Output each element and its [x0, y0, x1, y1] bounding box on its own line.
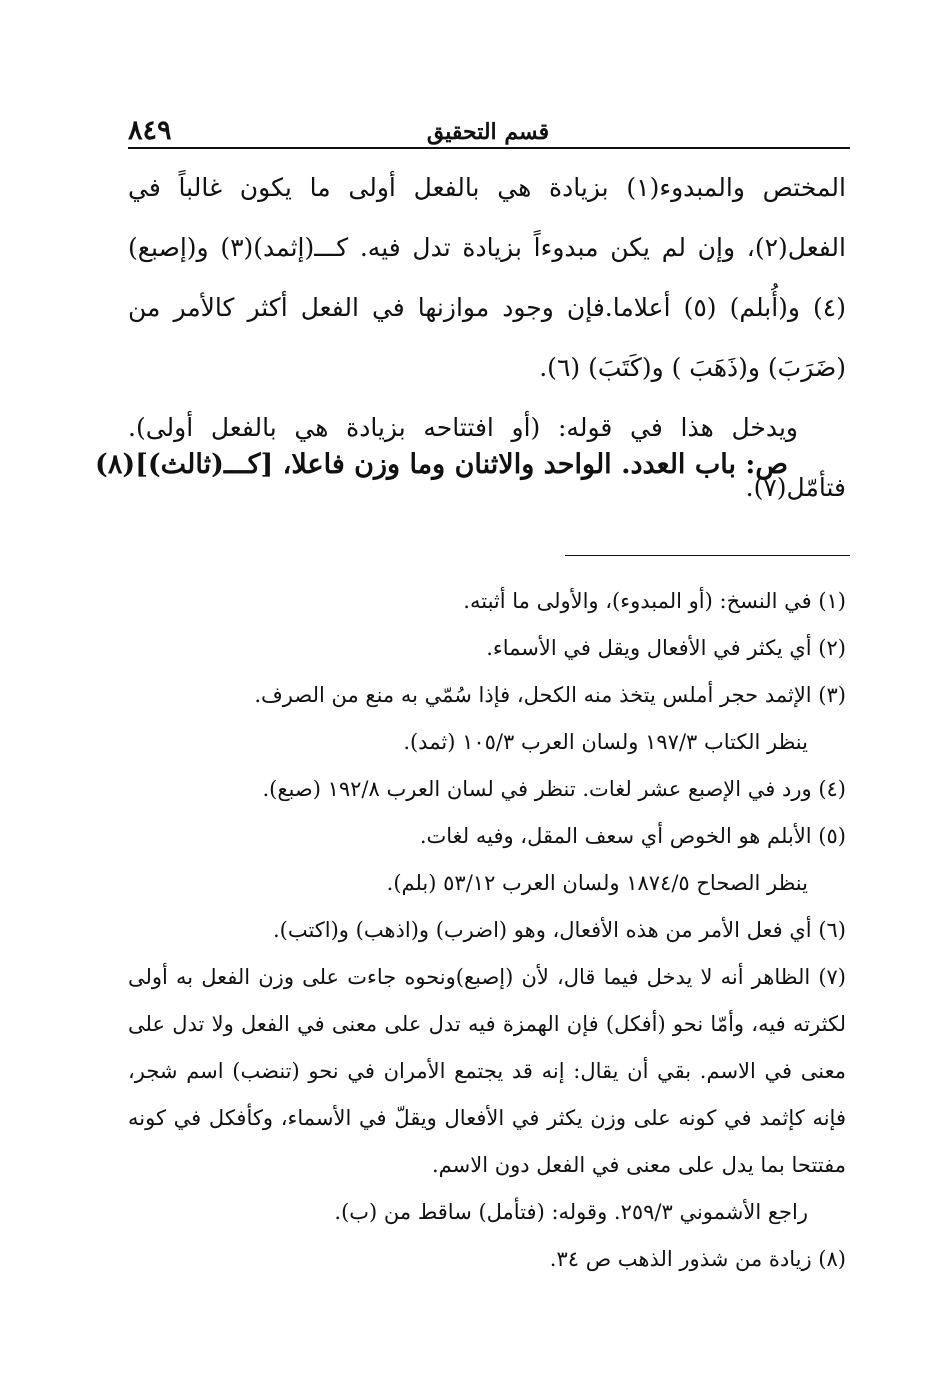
footnotes	[128, 578, 846, 1283]
footnote-divider	[565, 555, 850, 556]
footnote-item: (١) في النسخ: (أو المبدوء)، والأولى ما أثبته.	[463, 589, 846, 613]
header-divider	[128, 147, 850, 149]
footnote-item: (٧) الظاهر أنه لا يدخل فيما قال، لأن (إصبع)ونحوه جاءت على وزن الفعل به أولى لكثرته فيه، وأمّا نحو (أفكل) فإن الهمزة فيه تدل على معنى في الفعل ولا تدل على معنى في الاسم. بقي أن يقال: إنه قد يجتمع الأمران في نحو (تنضب) اسم شجر، فإنه كإثمد في كونه على وزن يكثر في الأفعال ويقلّ في الأسماء، وكأفكل في كونه مفتتحا بما يدل على معنى في الفعل دون الاسم.	[128, 965, 846, 1177]
page-header	[128, 112, 848, 152]
footnote-item: (٦) أي فعل الأمر من هذه الأفعال، وهو (اضرب) و(اذهب) و(اكتب).	[272, 918, 846, 942]
body-paragraph: ويدخل هذا في قوله: (أو افتتاحه بزيادة هي بالفعل أولى). فتأمّل(٧).	[128, 413, 846, 502]
footnote-item: (٨) زيادة من شذور الذهب ص ٣٤.	[549, 1247, 846, 1271]
body-paragraph: المختص والمبدوء(١) بزيادة هي بالفعل أولى ما يكون غالباً في الفعل(٢)، وإن لم يكن مبدوءاً بزيادة تدل فيه. كـــ(إثمد)(٣) و(إصبع) (٤) و(أُبلم) (٥) أعلاما.فإن وجود موازنها في الفعل أكثر كالأمر من (ضَرَبَ) و(ذَهَبَ ) و(كَتَبَ) (٦).	[128, 173, 846, 382]
footnote-item: (٤) ورد في الإصبع عشر لغات. تنظر في لسان العرب ١٩٢/٨ (صبع).	[262, 777, 846, 801]
page-number: ٨٤٩	[128, 115, 172, 146]
section-heading: ص: باب العدد. الواحد والاثنان وما وزن فاعلا، [كـــ(ثالث)](٨)	[95, 449, 788, 480]
footnote-reference: راجع الأشموني ٢٥٩/٣. وقوله: (فتأمل) ساقط من (ب).	[334, 1200, 808, 1224]
footnote-item: (٥) الأبلم هو الخوص أي سعف المقل، وفيه لغات.	[419, 824, 846, 848]
footnote-item: (٣) الإثمد حجر أملس يتخذ منه الكحل، فإذا سُمّي به منع من الصرف.	[254, 683, 846, 707]
footnote-item: (٢) أي يكثر في الأفعال ويقل في الأسماء.	[486, 636, 846, 660]
footnote-reference: ينظر الكتاب ١٩٧/٣ ولسان العرب ١٠٥/٣ (ثمد).	[403, 730, 808, 754]
footnote-reference: ينظر الصحاح ١٨٧٤/٥ ولسان العرب ٥٣/١٢ (بلم).	[386, 871, 808, 895]
section-title: قسم التحقيق	[426, 119, 550, 145]
